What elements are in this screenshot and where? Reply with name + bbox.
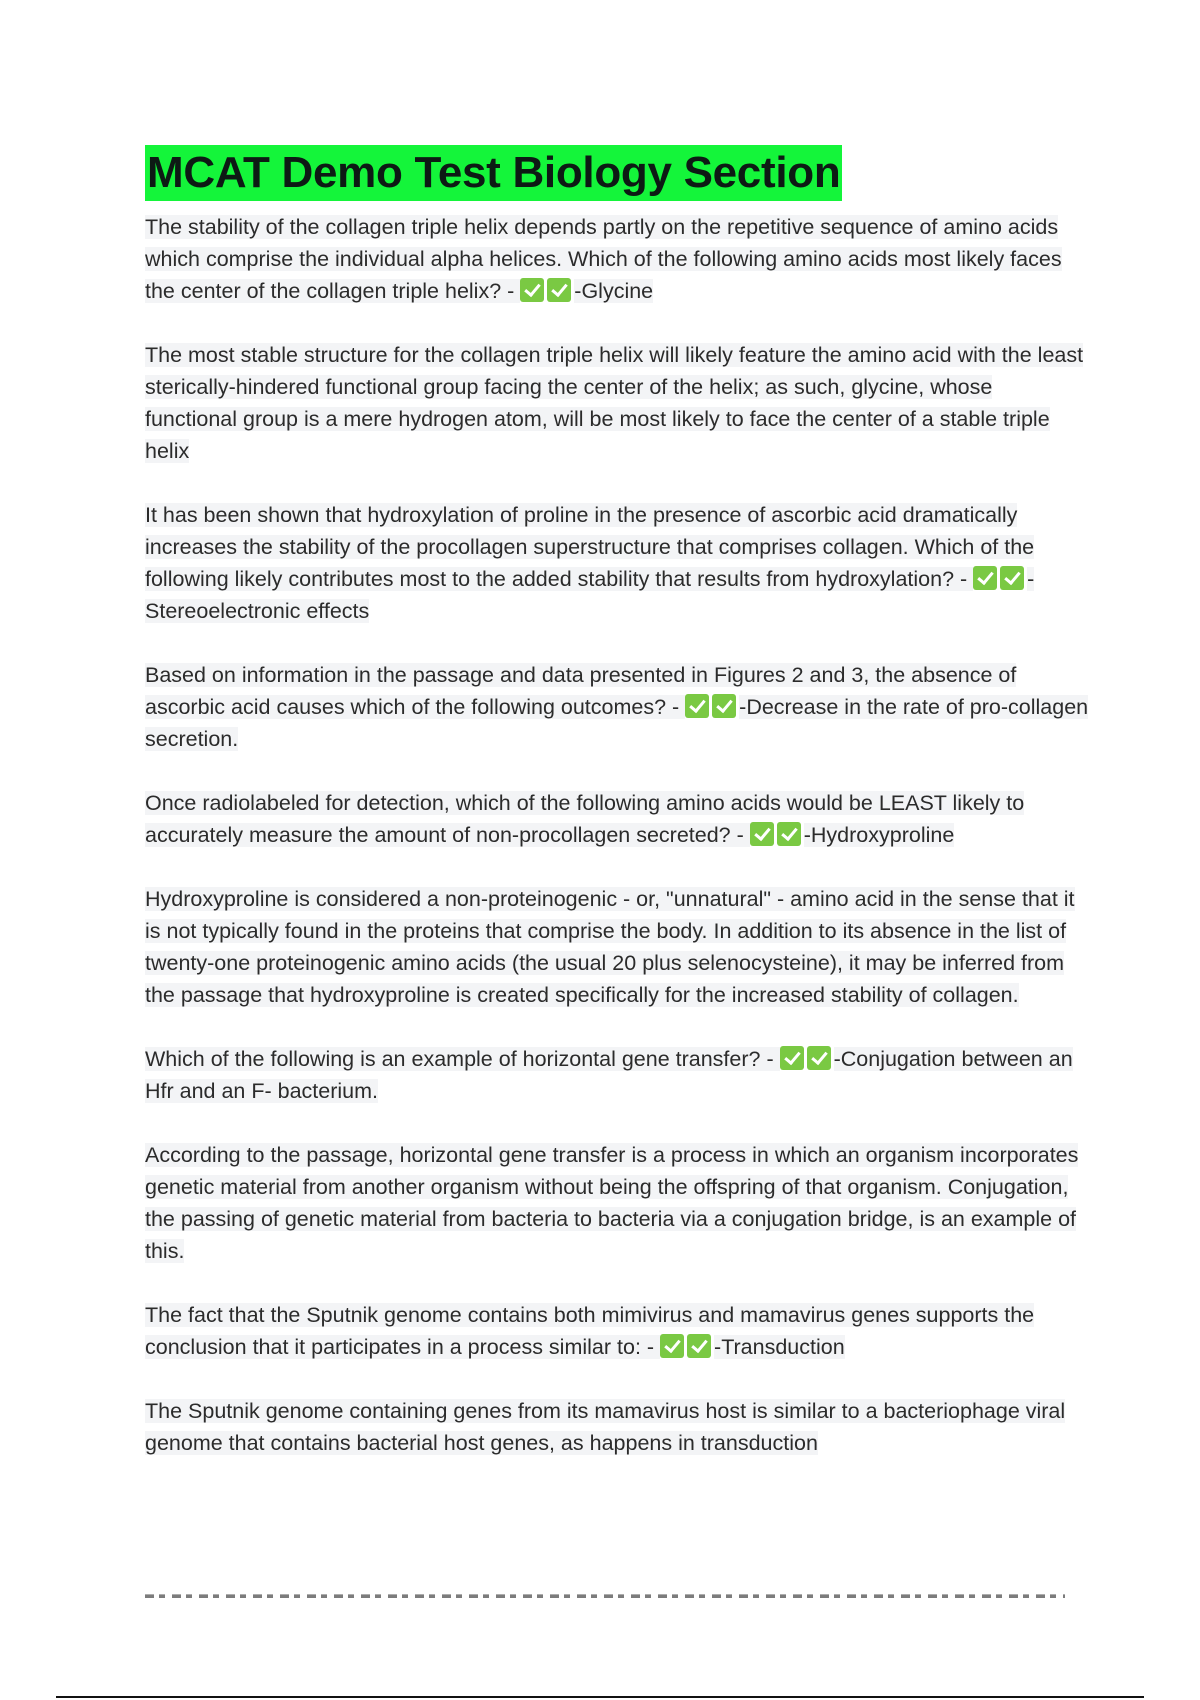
explanation-block <box>145 339 1090 467</box>
question-block <box>145 1299 1090 1363</box>
check-mark-icon <box>780 1046 804 1070</box>
explanation-text: Hydroxyproline is considered a non-proteinogenic - or, "unnatural" - amino acid in the sense that it is not typically found in the proteins that comprise the body. In addition to its absence in the list of twenty-one proteinogenic amino acids (the usual 20 plus selenocysteine), it may be inferred from the passage that hydroxyproline is created specifically for the increased stability of collagen. <box>145 887 1075 1007</box>
answer-text: -Transduction <box>714 1335 845 1359</box>
question-text: The fact that the Sputnik genome contains both mimivirus and mamavirus genes supports the conclusion that it participates in a process similar to: - <box>145 1303 1035 1359</box>
explanation-block <box>145 883 1090 1011</box>
check-mark-icon <box>685 694 709 718</box>
explanation-text: The most stable structure for the collagen triple helix will likely feature the amino acid with the least sterically-hindered functional group facing the center of the helix; as such, glycine, whose functional group is a mere hydrogen atom, will be most likely to face the center of a stable triple helix <box>145 343 1084 463</box>
page-bottom-rule <box>56 1696 1144 1698</box>
answer-text: -Glycine <box>574 279 654 303</box>
check-mark-icon <box>520 278 544 302</box>
check-mark-icon <box>973 566 997 590</box>
question-text: Which of the following is an example of horizontal gene transfer? - <box>145 1047 780 1071</box>
question-text: Based on information in the passage and data presented in Figures 2 and 3, the absence of ascorbic acid causes which of the following outcomes? - <box>145 663 1017 719</box>
explanation-text: According to the passage, horizontal gene transfer is a process in which an organism incorporates genetic material from another organism without being the offspring of that organism. Conjugation, the passing of genetic material from bacteria to bacteria via a conjugation bridge, is an example of this. <box>145 1143 1079 1263</box>
check-mark-icon <box>777 822 801 846</box>
check-mark-icon <box>750 822 774 846</box>
check-mark-icon <box>1000 566 1024 590</box>
question-text: It has been shown that hydroxylation of proline in the presence of ascorbic acid dramatically increases the stability of the procollagen superstructure that comprises collagen. Which of the following likely contributes most to the added stability that results from hydroxylation? - <box>145 503 1035 591</box>
answer-text: -Hydroxyproline <box>803 823 955 847</box>
explanation-block <box>145 1395 1090 1459</box>
question-block <box>145 787 1090 851</box>
answer-text: -Conjugation between an Hfr and an F- bacterium. <box>145 1047 1073 1103</box>
answer-text: -Stereoelectronic effects <box>145 567 1035 623</box>
question-block <box>145 499 1090 627</box>
document-page <box>145 145 1090 1491</box>
check-mark-icon <box>807 1046 831 1070</box>
check-mark-icon <box>712 694 736 718</box>
question-text: The stability of the collagen triple helix depends partly on the repetitive sequence of amino acids which comprise the individual alpha helices. Which of the following amino acids most likely faces the center of the collagen triple helix? - <box>145 215 1062 303</box>
question-block <box>145 659 1090 755</box>
check-mark-icon <box>547 278 571 302</box>
question-text: Once radiolabeled for detection, which of the following amino acids would be LEAST likely to accurately measure the amount of non-procollagen secreted? - <box>145 791 1025 847</box>
page-title: MCAT Demo Test Biology Section <box>145 145 842 201</box>
question-block <box>145 211 1090 307</box>
explanation-text: The Sputnik genome containing genes from its mamavirus host is similar to a bacteriophage viral genome that contains bacterial host genes, as happens in transduction <box>145 1399 1066 1455</box>
check-mark-icon <box>687 1334 711 1358</box>
question-block <box>145 1043 1090 1107</box>
check-mark-icon <box>660 1334 684 1358</box>
truncated-text-line <box>145 1590 1065 1598</box>
explanation-block <box>145 1139 1090 1267</box>
answer-text: -Decrease in the rate of pro-collagen secretion. <box>145 695 1089 751</box>
